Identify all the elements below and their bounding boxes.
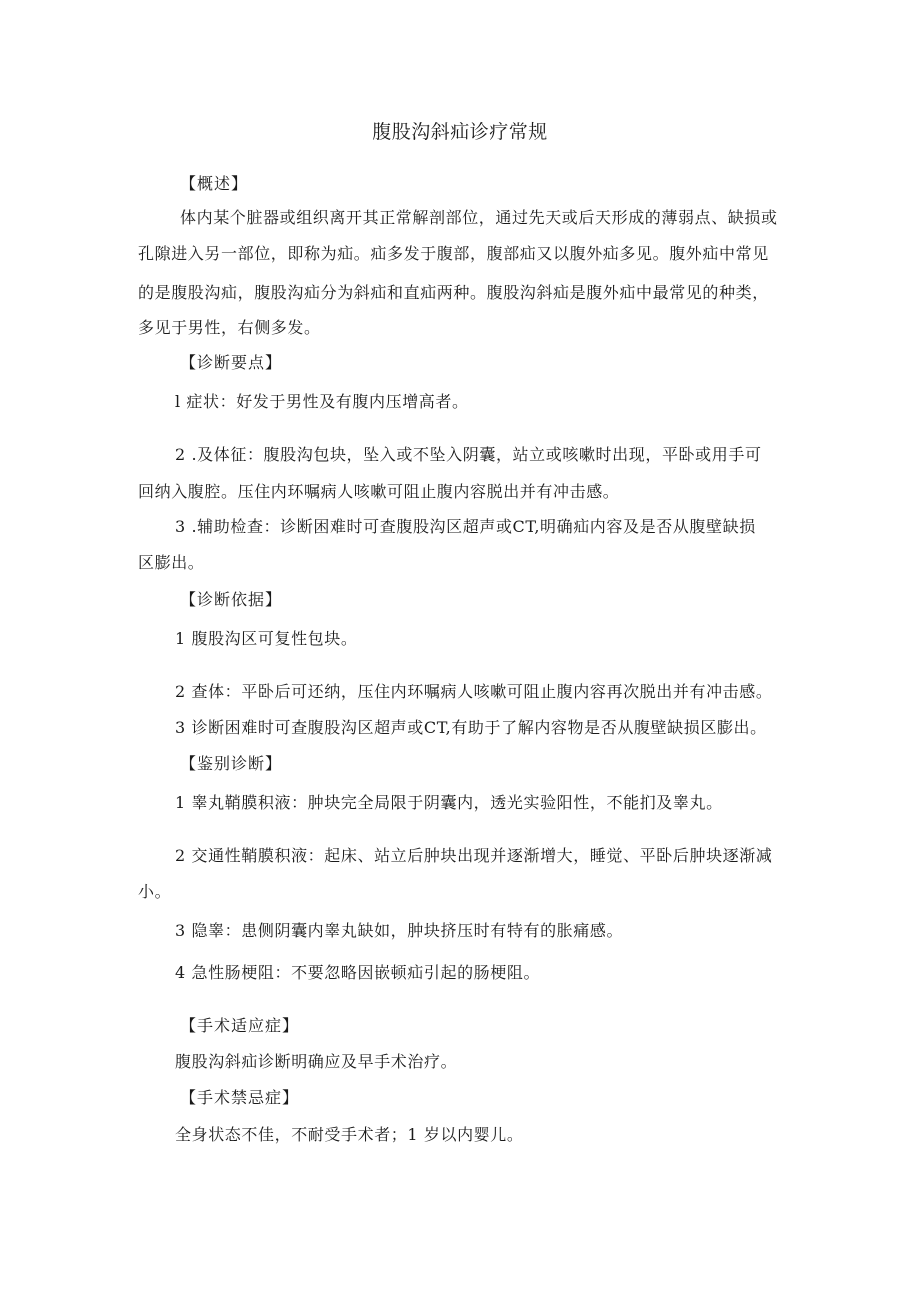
paragraph-line: 腹股沟斜疝诊断明确应及早手术治疗。 xyxy=(175,1052,458,1071)
list-item: 2 查体：平卧后可还纳，压住内环嘱病人咳嗽可阻止腹内容再次脱出并有冲击感。 xyxy=(175,682,773,701)
section-heading-contraindications: 【手术禁忌症】 xyxy=(180,1088,300,1107)
paragraph-line: 全身状态不佳，不耐受手术者；1 岁以内婴儿。 xyxy=(175,1125,524,1144)
section-heading-differential: 【鉴别诊断】 xyxy=(180,754,283,773)
paragraph-line: 孔隙进入另一部位，即称为疝。疝多发于腹部，腹部疝又以腹外疝多见。腹外疝中常见 xyxy=(138,244,769,263)
list-item: 2 交通性鞘膜积液：起床、站立后肿块出现并逐渐增大，睡觉、平卧后肿块逐渐减 xyxy=(175,846,773,865)
paragraph-line: 多见于男性，右侧多发。 xyxy=(138,318,321,337)
list-item-continuation: 回纳入腹腔。压住内环嘱病人咳嗽可阻止腹内容脱出并有冲击感。 xyxy=(138,482,620,501)
list-item: 3 诊断困难时可查腹股沟区超声或CT,有助于了解内容物是否从腹壁缺损区膨出。 xyxy=(175,718,767,737)
section-heading-indications: 【手术适应症】 xyxy=(180,1016,300,1035)
list-item: 2 .及体征：腹股沟包块，坠入或不坠入阴囊，站立或咳嗽时出现，平卧或用手可 xyxy=(175,445,762,464)
paragraph-line: 的是腹股沟疝，腹股沟疝分为斜疝和直疝两种。腹股沟斜疝是腹外疝中最常见的种类， xyxy=(138,283,769,302)
section-heading-overview: 【概述】 xyxy=(180,174,249,193)
list-item: 4 急性肠梗阻：不要忽略因嵌顿疝引起的肠梗阻。 xyxy=(175,963,541,982)
section-heading-diagnosis-basis: 【诊断依据】 xyxy=(180,590,283,609)
list-item-continuation: 区膨出。 xyxy=(138,553,205,572)
section-heading-diagnosis-points: 【诊断要点】 xyxy=(180,353,283,372)
list-item: l 症状：好发于男性及有腹内压增高者。 xyxy=(175,392,469,411)
list-item-continuation: 小。 xyxy=(138,882,172,901)
list-item: 3 .辅助检查：诊断困难时可查腹股沟区超声或CT,明确疝内容及是否从腹壁缺损 xyxy=(175,517,756,536)
page-title: 腹股沟斜疝诊疗常规 xyxy=(372,121,548,143)
list-item: 3 隐睾：患侧阴囊内睾丸缺如，肿块挤压时有特有的胀痛感。 xyxy=(175,921,624,940)
list-item: 1 睾丸鞘膜积液：肿块完全局限于阴囊内，透光实验阳性，不能扪及睾丸。 xyxy=(175,793,723,812)
paragraph-line: 体内某个脏器或组织离开其正常解剖部位，通过先天或后天形成的薄弱点、缺损或 xyxy=(180,208,778,227)
list-item: 1 腹股沟区可复性包块。 xyxy=(175,629,358,648)
